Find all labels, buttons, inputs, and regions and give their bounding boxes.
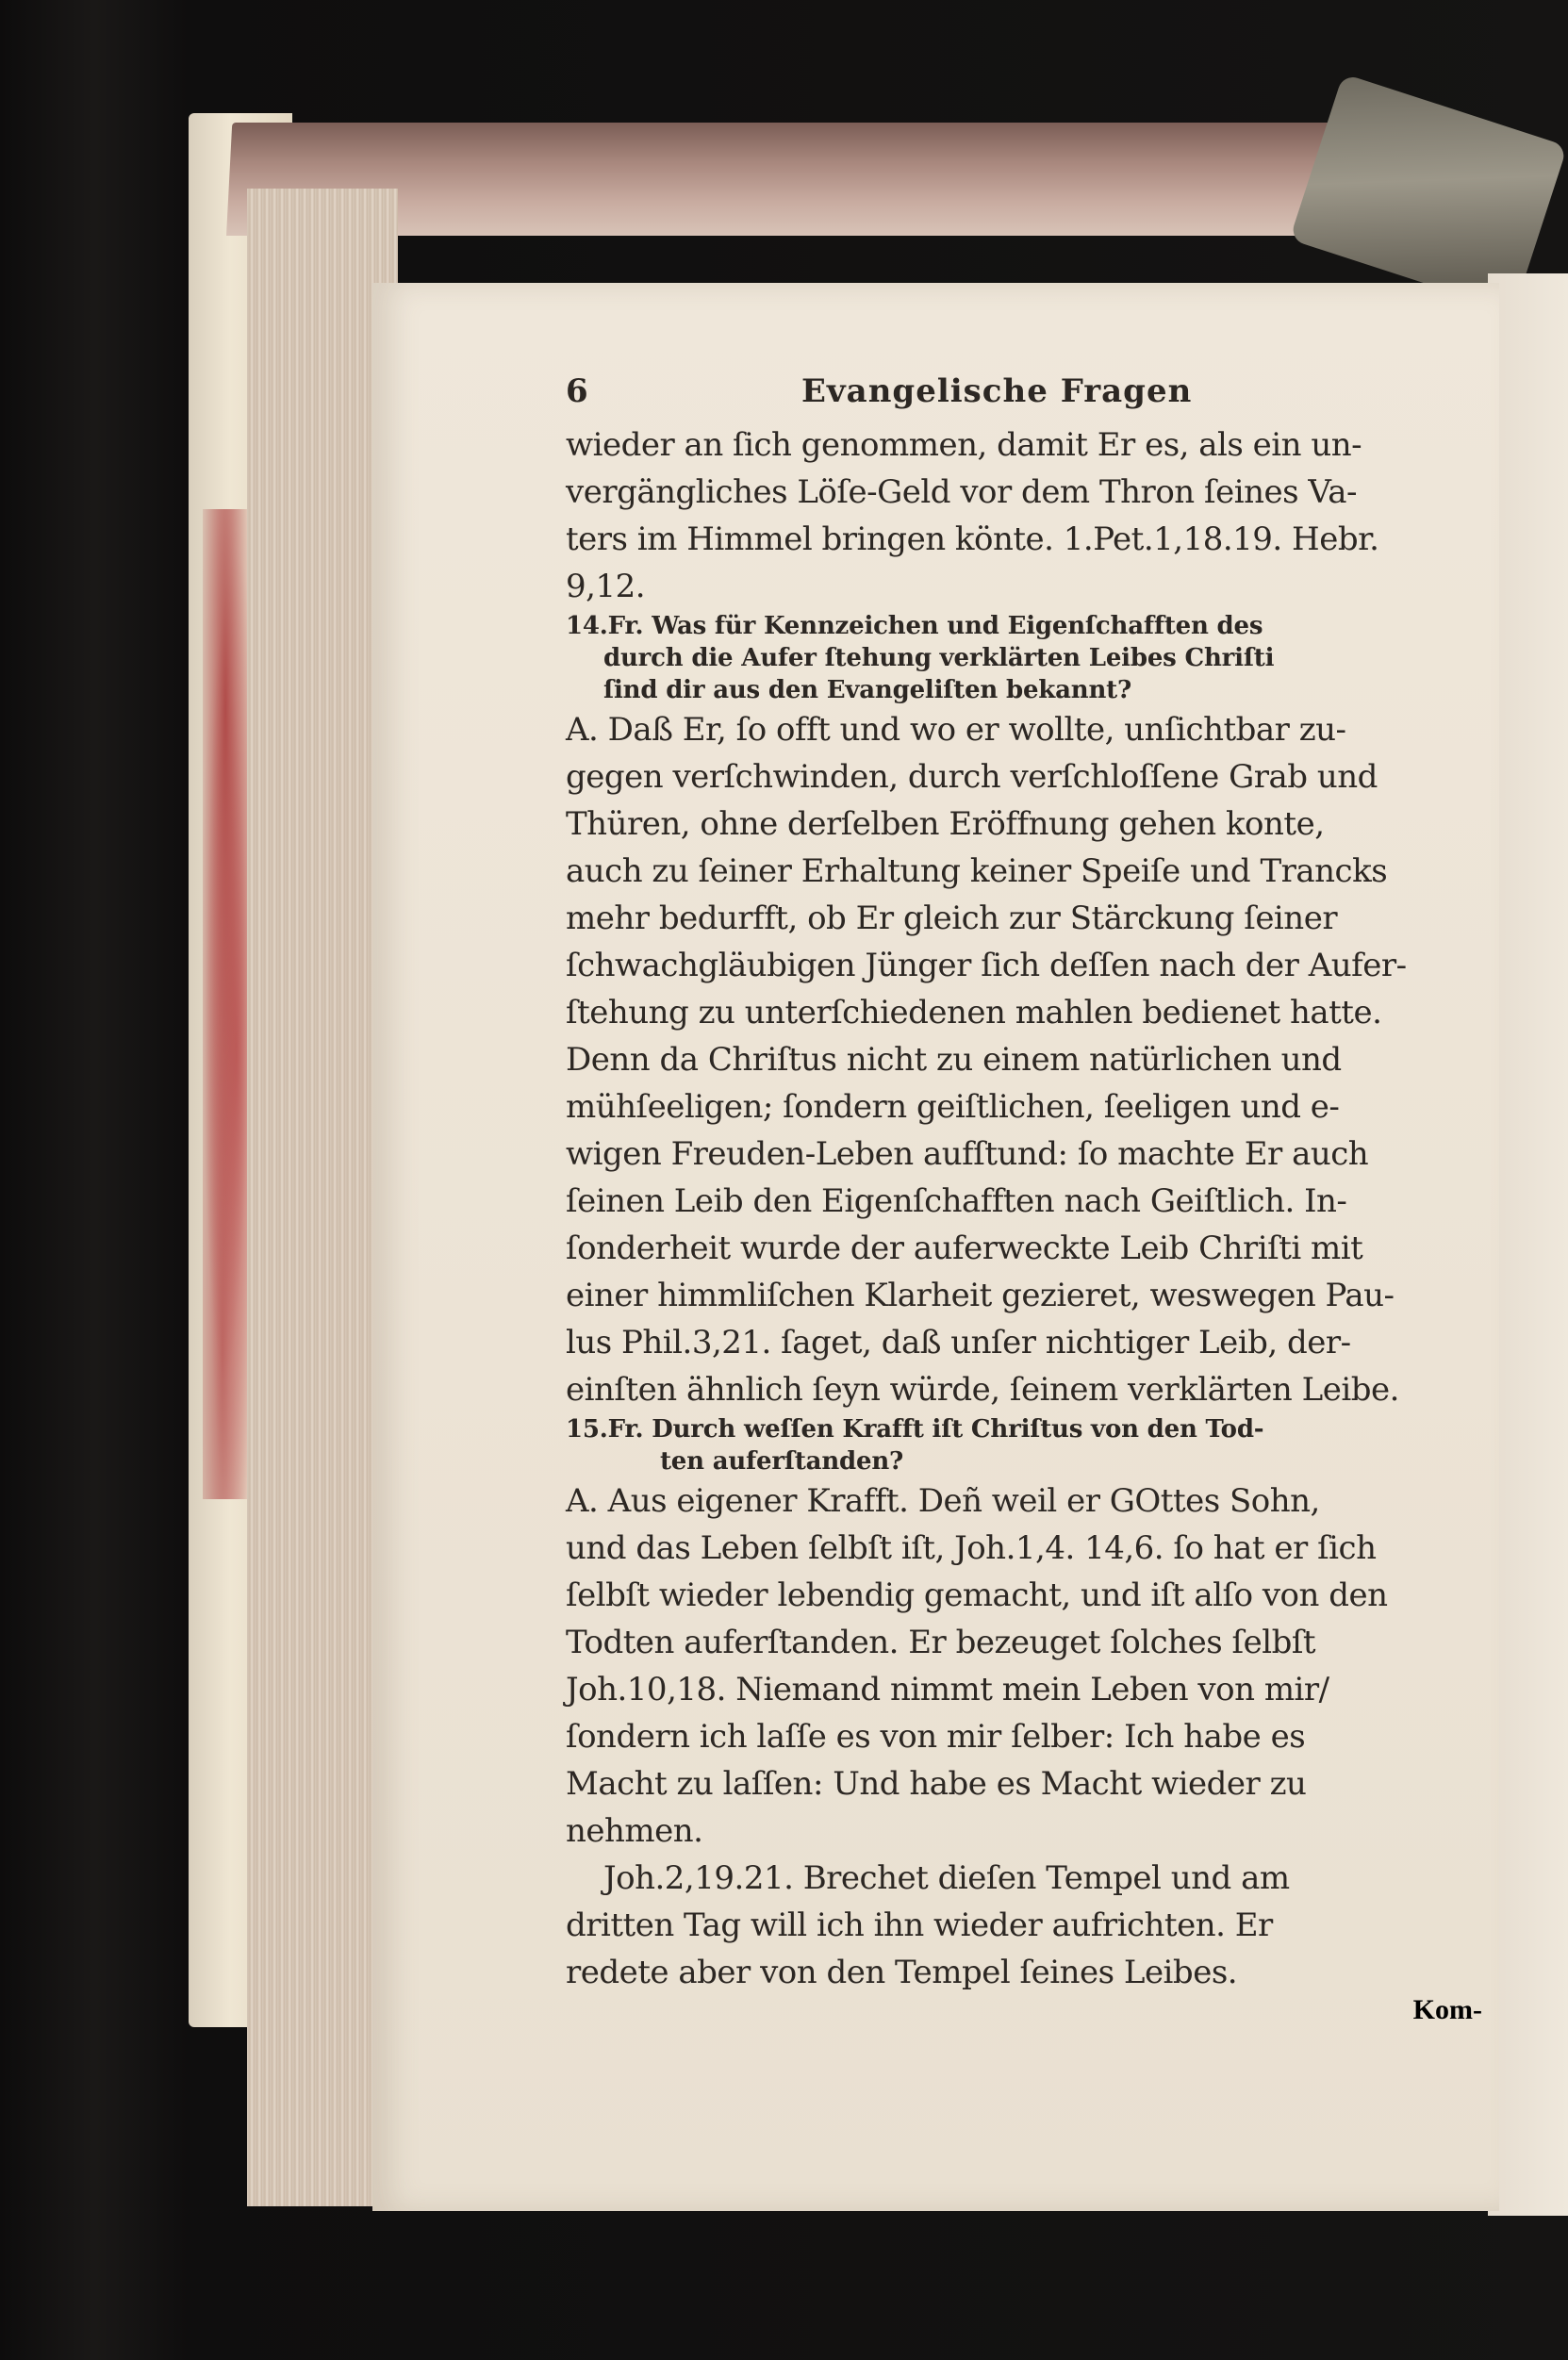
text-line: nehmen.: [566, 1812, 703, 1850]
text-line: wigen Freuden-Leben aufſtund: ſo machte Er auch: [566, 1135, 1369, 1173]
text-line: Joh.2,19.21. Brechet dieſen Tempel und am: [603, 1859, 1290, 1897]
text-line: einſten ähnlich ſeyn würde, ſeinem verklärten Leibe.: [566, 1371, 1399, 1409]
text-line: ſchwachgläubigen Jünger ſich deſſen nach der Aufer-: [566, 947, 1407, 984]
text-line: wieder an ſich genommen, damit Er es, als ein un-: [566, 426, 1362, 464]
text-line: gegen verſchwinden, durch verſchloſſene Grab und: [566, 758, 1378, 796]
catchword: Kom-: [1412, 1994, 1482, 2025]
page-text-block: [566, 372, 1471, 1996]
text-line: ſondern ich laſſe es von mir ſelber: Ich habe es: [566, 1718, 1306, 1756]
text-line: ſtehung zu unterſchiedenen mahlen bedienet hatte.: [566, 994, 1382, 1031]
text-line: A. Daß Er, ſo offt und wo er wollte, unſichtbar zu-: [566, 711, 1346, 749]
book-page: [372, 283, 1499, 2211]
text-line: Denn da Chriſtus nicht zu einem natürlichen und: [566, 1041, 1342, 1079]
text-line: A. Aus eigener Krafft. Deñ weil er GOttes Sohn,: [566, 1482, 1320, 1520]
text-line: Todten auferſtanden. Er bezeuget ſolches ſelbſt: [566, 1624, 1316, 1661]
text-line: mühſeeligen; ſondern geiſtlichen, ſeeligen und e-: [566, 1088, 1340, 1126]
text-line: ſind dir aus den Evangeliſten bekannt?: [603, 676, 1131, 704]
text-line: dritten Tag will ich ihn wieder aufrichten. Er: [566, 1906, 1273, 1944]
facing-page-edge: [1488, 273, 1568, 2216]
text-line: Joh.10,18. Niemand nimmt mein Leben von mir/: [566, 1671, 1329, 1708]
text-line: vergängliches Löſe-Geld vor dem Thron ſeines Va-: [566, 473, 1358, 511]
text-line: ters im Himmel bringen könte. 1.Pet.1,18.19. Hebr.: [566, 520, 1379, 558]
text-line: 9,12.: [566, 568, 646, 605]
text-line: ſonderheit wurde der auferweckte Leib Chriſti mit: [566, 1230, 1363, 1267]
text-line: auch zu ſeiner Erhaltung keiner Speiſe und Trancks: [566, 852, 1388, 890]
text-line: ſeinen Leib den Eigenſchafften nach Geiſtlich. In-: [566, 1182, 1347, 1220]
page-number: 6: [566, 372, 588, 410]
text-line: ſelbſt wieder lebendig gemacht, und iſt alſo von den: [566, 1576, 1388, 1614]
text-line: mehr bedurfft, ob Er gleich zur Stärckung ſeiner: [566, 899, 1338, 937]
text-line: durch die Aufer ſtehung verklärten Leibes Chriſti: [603, 644, 1275, 672]
text-line: redete aber von den Tempel ſeines Leibes.: [566, 1954, 1238, 1991]
text-line: Thüren, ohne derſelben Eröffnung gehen konte,: [566, 805, 1325, 843]
text-line: 15.Fr. Durch weſſen Krafft iſt Chriſtus von den Tod-: [566, 1415, 1264, 1444]
text-line: einer himmliſchen Klarheit gezieret, weswegen Pau-: [566, 1277, 1395, 1314]
running-title: Evangelische Fragen: [801, 372, 1193, 410]
text-line: und das Leben ſelbſt iſt, Joh.1,4. 14,6. ſo hat er ſich: [566, 1529, 1377, 1567]
page-header: [566, 372, 1471, 421]
text-lines: [566, 421, 1471, 1996]
text-line: ten auferſtanden?: [660, 1447, 904, 1476]
text-line: lus Phil.3,21. ſaget, daß unſer nichtiger Leib, der-: [566, 1324, 1351, 1362]
text-line: Macht zu laſſen: Und habe es Macht wieder zu: [566, 1765, 1307, 1803]
page-block-top-edge: [226, 123, 1411, 236]
text-line: 14.Fr. Was für Kennzeichen und Eigenſchafften des: [566, 612, 1263, 640]
